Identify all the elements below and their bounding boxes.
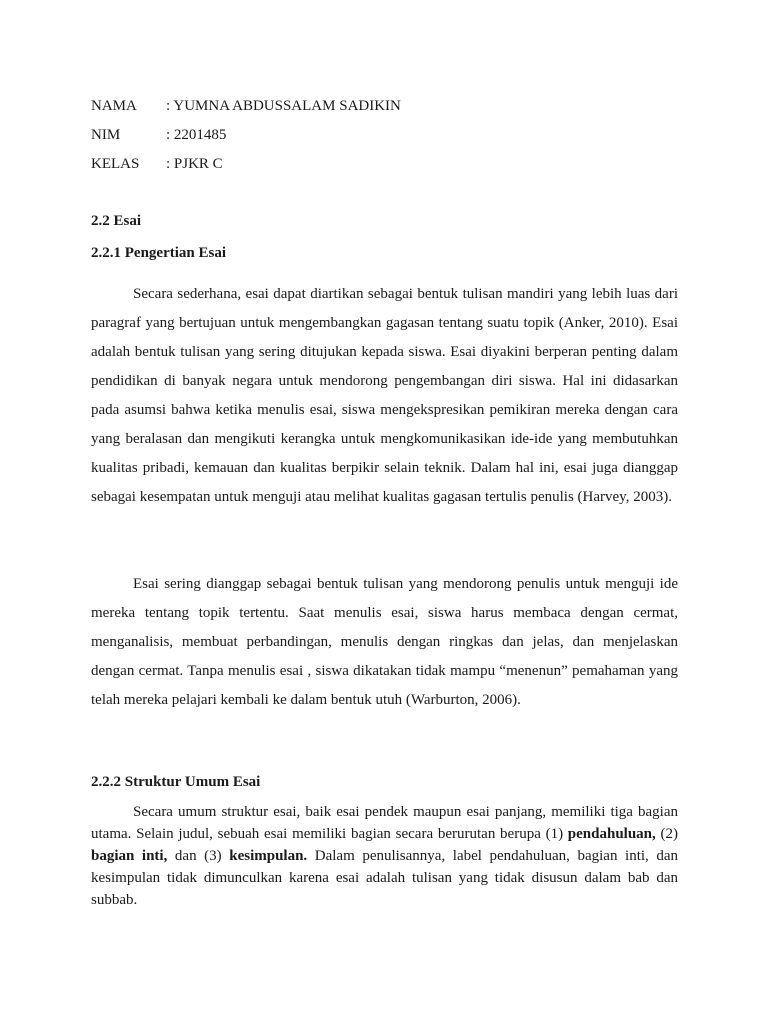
info-label: KELAS: [91, 156, 140, 172]
paragraph-pengertian-2: Esai sering dianggap sebagai bentuk tulisan yang mendorong penulis untuk menguji ide mereka tentang topik tertentu. Saat menulis esai, siswa harus membaca dengan cermat, menganalisis, membuat perbandingan, menulis dengan ringkas dan jelas, dan menjelaskan dengan cermat. Tanpa menulis esai , siswa dikatakan tidak mampu “menenun” pemahaman yang telah mereka pelajari kembali ke dalam bentuk utuh (Warburton, 2006).: [91, 576, 678, 708]
section-heading-2-2-2: 2.2.2 Struktur Umum Esai: [91, 774, 261, 790]
info-row-nim: [91, 121, 401, 150]
paragraph-struktur: [91, 801, 678, 911]
text-run: dan (3): [167, 848, 230, 864]
bold-term-bagian-inti: bagian inti,: [91, 848, 168, 864]
info-value: : 2201485: [166, 127, 227, 143]
info-row-nama: [91, 92, 401, 121]
section-heading-2-2: 2.2 Esai: [91, 213, 142, 229]
info-value: : YUMNA ABDUSSALAM SADIKIN: [166, 98, 401, 114]
text-run: Secara umum struktur esai, baik esai pendek maupun esai panjang, memiliki tiga bagian utama. Selain judul, sebuah esai memiliki bagian secara berurutan berupa (1): [91, 804, 678, 842]
info-value: : PJKR C: [166, 156, 223, 172]
paragraph-pengertian-1: Secara sederhana, esai dapat diartikan sebagai bentuk tulisan mandiri yang lebih luas dari paragraf yang bertujuan untuk mengembangkan gagasan tentang suatu topik (Anker, 2010). Esai adalah bentuk tulisan yang sering ditujukan kepada siswa. Esai diyakini berperan penting dalam pendidikan di banyak negara untuk mendorong pengembangan diri siswa. Hal ini didasarkan pada asumsi bahwa ketika menulis esai, siswa mengekspresikan pemikiran mereka dengan cara yang beralasan dan mengikuti kerangka untuk mengkomunikasikan ide-ide yang membutuhkan kualitas pribadi, kemauan dan kualitas berpikir selain teknik. Dalam hal ini, esai juga dianggap sebagai kesempatan untuk menguji atau melihat kualitas gagasan tertulis penulis (Harvey, 2003).: [91, 286, 678, 505]
info-label: NIM: [91, 127, 121, 143]
bold-term-kesimpulan: kesimpulan.: [229, 848, 308, 864]
text-run: Dalam penulisannya, label pendahuluan, bagian inti, dan kesimpulan tidak dimunculkan karena esai adalah tulisan yang tidak disusun dalam bab dan subbab.: [91, 848, 679, 908]
info-label: NAMA: [91, 98, 137, 114]
section-heading-2-2-1: 2.2.1 Pengertian Esai: [91, 245, 226, 261]
info-row-kelas: [91, 150, 401, 179]
bold-term-pendahuluan: pendahuluan,: [567, 826, 656, 842]
text-run: (2): [655, 826, 678, 842]
student-info: [91, 92, 401, 179]
